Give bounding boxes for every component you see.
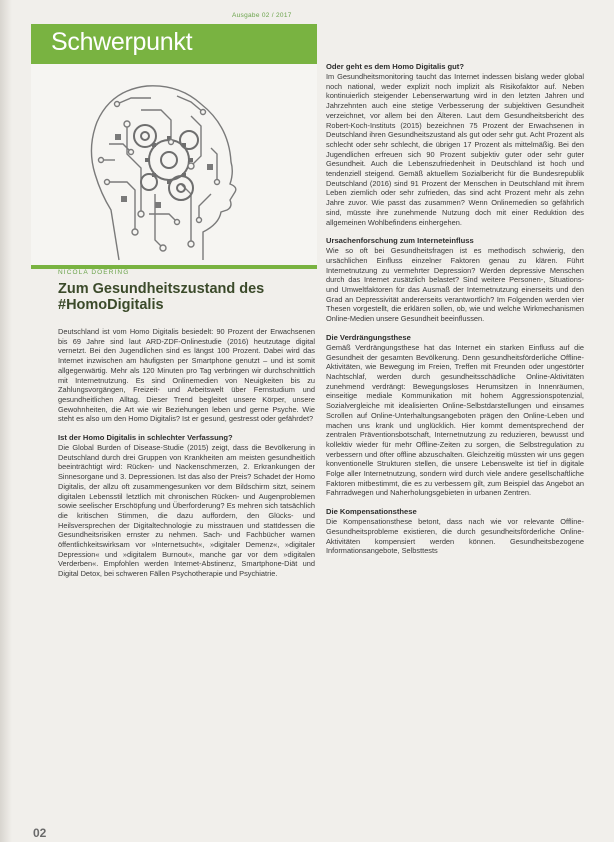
right-column bbox=[326, 62, 584, 556]
article-title: Zum Gesundheitszustand des #HomoDigitalis bbox=[58, 281, 265, 313]
subheading: Ursachenforschung zum Interneteinfluss bbox=[326, 236, 474, 246]
left-column bbox=[58, 327, 315, 579]
subheading: Die Verdrängungsthese bbox=[326, 332, 411, 342]
illustration bbox=[31, 64, 317, 268]
page-number: 02 bbox=[33, 826, 47, 840]
subheading: Ist der Homo Digitalis in schlechter Verfassung? bbox=[58, 433, 233, 443]
intro-paragraph: Deutschland ist vom Homo Digitalis besiedelt: 90 Prozent der Erwachsenen bis 69 Jahre sind laut ARD-ZDF-Onlinestudie (2016) heutzutage digital vernetzt. Bei den Jugendlichen sind es längst 100 Prozent. Dabei wird das Internet inzwischen am häufigsten per Smartphone genutzt – und ist somit allgegenwärtig. Mehr als 120 Minuten pro Tag verbringen wir durchschnittlich mit Internetnutzung. Es sind Onlinemedien von Neuigkeiten bis zu Zahlungsvorgängen, Freizeit- und Arbeitswelt über Fernstudium und gesundheitlichen Alltag. Dieser Trend begleitet unsere Körper, unsere Gewohnheiten, die Art wie wir Beziehungen leben und gerne Psyche. Wie steht es also um den Homo Digitalis? Ist er gesund, gestresst oder gefährdet? bbox=[58, 327, 315, 424]
circuit-head-icon bbox=[31, 64, 317, 268]
body-paragraph: Gemäß Verdrängungsthese hat das Internet ein starken Einfluss auf die Gesundheit der gesamten Bevölkerung. Denn gesundheitsförderliche Offline-Aktivitäten, wie Bewegung im Freien, Treffen mit Freunden oder ungestörter Nachtschlaf, werden durch gesundheitsschädliche Online-Aktivitäten zunehmend verdrängt: Bewegungsloses Herumsitzen in Innenräumen, einseitige mediale Kommunikation mit hohem Aggressionspotenzial, Sozialvergleiche mit idealisierten Online-Selbstdarstellungen und einsames Scrollen auf Online-Unterhaltungsangeboten prägen den Online-Leben und machen uns krank und unglücklich. Hier kommt dementsprechend der zentralen Präventionsbotschaft, Internetnutzung zu reduzieren, bewusst und kollektiv wieder für mehr Offline-Zeiten zu sorgen, die Selbstregulation zu verbessern und öfter offline abzuschalten. Gleichzeitig müssten wir uns gegen konventionelle Strukturen stellen, die unsere Lebenswelte ist tief in digitale Folge aller Internetnutzung, sondern wird durch viele andere gesellschaftliche Faktoren mitbestimmt, die es zu verbessern gilt, zum Beispiel das Angebot an Fahrradwegen und Naherholungsgebieten in urbanen Zentren. bbox=[326, 342, 584, 498]
body-paragraph: Die Kompensationsthese betont, dass nach wie vor relevante Offline-Gesundheitsprobleme existieren, die durch gesundheitsförderliche Online-Aktivitäten kompensiert werden können. Gesundheitsbezogene Informationsangebote, Selbsttests bbox=[326, 517, 584, 556]
scan-edge-shadow bbox=[0, 0, 12, 842]
issue-label: Ausgabe 02 / 2017 bbox=[232, 12, 292, 19]
subheading: Die Kompensationsthese bbox=[326, 507, 417, 517]
body-paragraph: Wie so oft bei Gesundheitsfragen ist es methodisch schwierig, den ursächlichen Einfluss einzelner Faktoren genau zu klären. Führt Internetnutzung zu vermehrter Depression? Werden depressive Menschen durch das Internet zusätzlich belastet? Sind weitere Personen-, Situations- und Umweltfaktoren für das Ausmaß der Internetnutzung einerseits und den Grad an Depressivität andererseits verantwortlich? Im Folgenden werden vier Thesen vorgestellt, die erklären sollen, ob, wie und welche Wirkmechanismen Online-Medien unsere Gesundheit beeinflussen. bbox=[326, 246, 584, 324]
author-name: NICOLA DOERING bbox=[58, 269, 130, 276]
body-paragraph: Im Gesundheitsmonitoring taucht das Internet indessen bislang weder global noch national, weder explizit noch implizit als Risikofaktor auf. Neben kontinuierlich steigender Lebenserwartung wird in den letzten Jahren und Jahrzehnten auch eine stetige Verbesserung der subjektiven Gesundheit verzeichnet, vor allem bei den Älteren. Laut dem Gesundheitsbericht des Robert-Koch-Instituts (2015) bezeichnen 75 Prozent der Erwachsenen in Deutschland ihren Gesundheitszustand als gut oder sehr gut. Acht Prozent als schlecht oder sehr schlecht, die übrigen 17 Prozent als mittelmäßig. Bei den Jugendlichen erfreuen sich 90 Prozent subjektiv guter oder sehr guter Gesundheit. Auch die Lebenszufriedenheit in Deutschland ist hoch und tendenziell steigend. Gemäß aktuellem Sozialbericht für die Bundesrepublik Deutschland (2016) sind 91 Prozent der Menschen in Deutschland mit ihrem Leben ziemlich oder sehr zufrieden, das sind acht Prozent mehr als zehn Jahre zuvor. Wie passt das zusammen? Wenn Onlinemedien so gefährlich sind, müsste ihre zunehmende Nutzung doch mit einer Reduktion des allgemeinen Wohlbefindens einhergehen. bbox=[326, 72, 584, 227]
section-title: Schwerpunkt bbox=[51, 28, 193, 56]
body-paragraph: Die Global Burden of Disease-Studie (2015) zeigt, dass die Bevölkerung in Deutschland durch drei Gruppen von Krankheiten am meisten gesundheitlich beeinträchtigt wird: Rücken- und Nackenschmerzen, 2. Erkrankungen der Sinnesorgane und 3. Depressionen. Ist das also der Preis? Schadet der Homo Digitalis, der allzu oft zusammengesunken vor dem Bildschirm sitzt, seinem digitalen Lebensstil letztlich mit chronischen Rücken- und Augenproblemen sowie seelischer Erschöpfung und Überforderung? Es mehren sich tatsächlich die kritischen Stimmen, die dazu auffordern, den Glücks- und Heilsversprechen der Digitaltechnologie zu misstrauen und stattdessen die Gesundheitsrisiken ernster zu nehmen. Sach- und Fachbücher warnen öffentlichkeitswirksam vor »Internetsucht«, »digitaler Demenz«, »digitaler Depression« und »digitalem Burnout«, manche gar vor dem »digitalen Verderben«. Empfohlen werden Internet-Abstinenz, Smartphone-Diät und Digital Detox, bei schweren Fällen Psychotherapie und Psychiatrie. bbox=[58, 443, 315, 579]
subheading: Oder geht es dem Homo Digitalis gut? bbox=[326, 62, 464, 71]
section-header-bar bbox=[31, 24, 317, 64]
